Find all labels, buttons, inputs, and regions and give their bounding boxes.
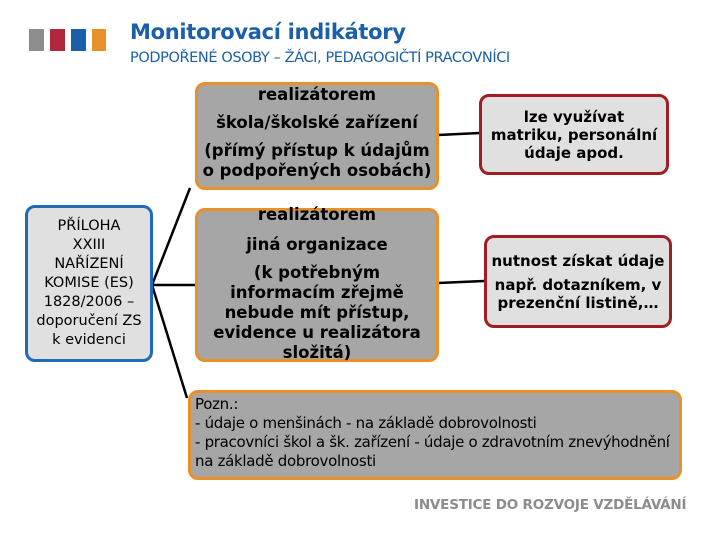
questionnaire-detail: např. dotazníkem, v prezenční listině,… <box>494 275 662 312</box>
regulation-line: XXIII <box>72 237 106 253</box>
regulation-line: PŘÍLOHA <box>57 218 121 234</box>
regulation-line: k evidenci <box>52 332 126 348</box>
questionnaire-heading: nutnost získat údaje <box>491 251 665 270</box>
note-item: - pracovníci škol a šk. zařízení - údaje o zdravotním znevýhodnění na základě dobrovolnosti <box>195 433 670 470</box>
note-box <box>188 390 682 480</box>
regulation-line: 1828/2006 – <box>43 294 135 310</box>
register-text: lze využívat matriku, personální údaje apod. <box>490 107 658 162</box>
other-org-box <box>195 205 439 362</box>
school-box <box>195 82 439 190</box>
regulation-line: NAŘÍZENÍ <box>54 256 124 272</box>
regulation-box <box>25 205 153 362</box>
slide-title: Monitorovací indikátory <box>130 20 406 44</box>
connector-other-to-right <box>438 281 484 283</box>
note-item: - údaje o menšinách - na základě dobrovolnosti <box>195 414 537 432</box>
connector-left-to-school <box>152 188 190 285</box>
school-label: škola/školské zařízení <box>216 113 418 132</box>
connector-left-to-note <box>152 285 187 398</box>
register-box <box>479 94 669 175</box>
footer-slogan: INVESTICE DO ROZVOJE VZDĚLÁVÁNÍ <box>414 497 687 513</box>
note-label: Pozn.: <box>195 395 239 413</box>
regulation-line: KOMISE (ES) <box>44 275 134 291</box>
slide-subtitle: PODPOŘENÉ OSOBY – ŽÁCI, PEDAGOGIČTÍ PRACOVNÍCI <box>130 50 510 66</box>
connector-school-to-right <box>438 133 480 135</box>
questionnaire-box <box>484 235 672 328</box>
school-description: (přímý přístup k údajům o podpořených osobách) <box>202 141 432 180</box>
other-org-description: (k potřebným informacím zřejmě nebude mít přístup, evidence u realizátora složitá) <box>213 263 421 362</box>
other-org-label: jiná organizace <box>246 235 388 254</box>
school-heading: realizátorem <box>257 85 377 104</box>
other-org-heading: realizátorem <box>257 205 377 224</box>
regulation-line: doporučení ZS <box>36 313 142 329</box>
